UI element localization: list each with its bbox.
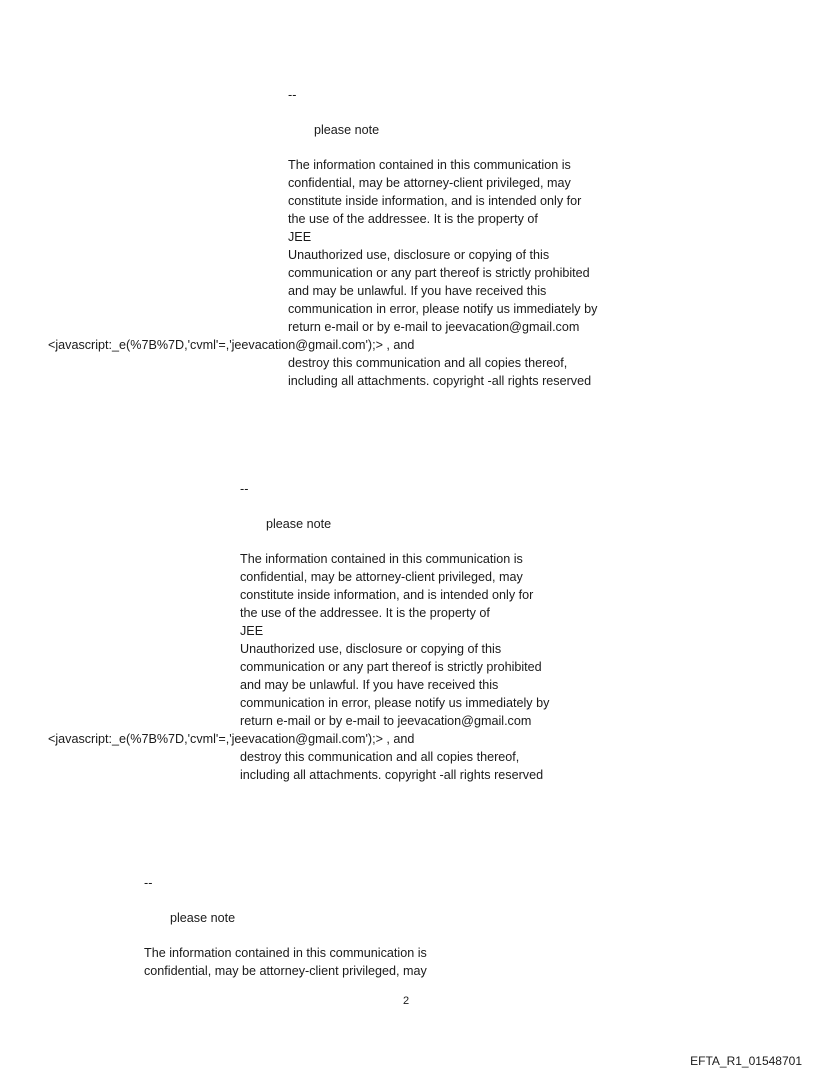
body-line: The information contained in this communication is [144,946,427,960]
heading-please-note: please note [170,911,236,925]
body-line: and may be unlawful. If you have received this [240,678,499,692]
body-line: including all attachments. copyright -all rights reserved [240,768,544,782]
body-line: The information contained in this communication is [288,158,571,172]
heading-please-note: please note [266,517,332,531]
page-number: 2 [403,995,410,1007]
javascript-mailto-line: <javascript:_e(%7B%7D,'cvml'=,'jeevacation@gmail.com');> , and [48,338,415,352]
body-line: return e-mail or by e-mail to jeevacation@gmail.com [288,320,580,334]
separator: -- [288,88,297,102]
body-line: the use of the addressee. It is the property of [288,212,538,226]
javascript-mailto-line: <javascript:_e(%7B%7D,'cvml'=,'jeevacation@gmail.com');> , and [48,732,415,746]
heading-please-note: please note [314,123,380,137]
body-line: Unauthorized use, disclosure or copying of this [288,248,550,262]
body-line: the use of the addressee. It is the property of [240,606,490,620]
body-line: communication in error, please notify us immediately by [240,696,550,710]
body-line: confidential, may be attorney-client privileged, may [144,964,427,978]
body-line: confidential, may be attorney-client privileged, may [240,570,523,584]
body-line: communication or any part thereof is strictly prohibited [288,266,590,280]
body-line: and may be unlawful. If you have received this [288,284,547,298]
body-line: communication in error, please notify us immediately by [288,302,598,316]
body-line: constitute inside information, and is intended only for [288,194,582,208]
body-line: The information contained in this communication is [240,552,523,566]
body-line: communication or any part thereof is strictly prohibited [240,660,542,674]
body-line: JEE [288,230,312,244]
separator: -- [240,482,249,496]
body-line: including all attachments. copyright -all rights reserved [288,374,592,388]
body-line: return e-mail or by e-mail to jeevacation@gmail.com [240,714,532,728]
body-line: constitute inside information, and is intended only for [240,588,534,602]
body-line: destroy this communication and all copies thereof, [240,750,520,764]
separator: -- [144,876,153,890]
body-line: destroy this communication and all copies thereof, [288,356,568,370]
document-id: EFTA_R1_01548701 [690,1054,802,1068]
body-line: confidential, may be attorney-client privileged, may [288,176,571,190]
body-line: JEE [240,624,264,638]
body-line: Unauthorized use, disclosure or copying of this [240,642,502,656]
